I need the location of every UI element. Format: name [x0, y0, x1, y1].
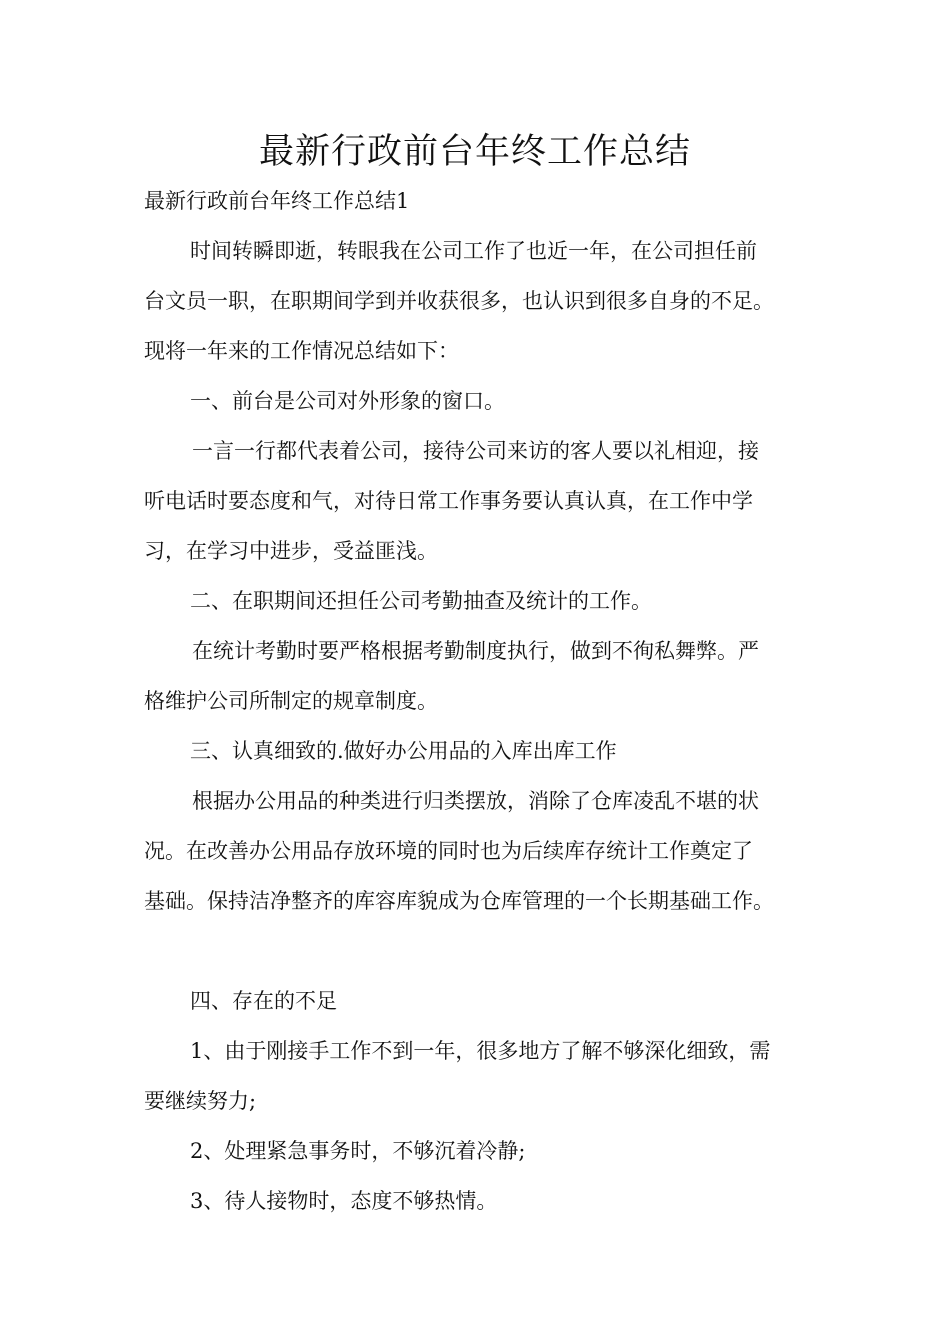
paragraph-line: 习，在学习中进步，受益匪浅。	[144, 539, 438, 563]
paragraph-line: 听电话时要态度和气，对待日常工作事务要认真认真，在工作中学	[144, 489, 753, 513]
paragraph-line: 根据办公用品的种类进行归类摆放，消除了仓库凌乱不堪的状	[192, 789, 759, 813]
paragraph-line: 台文员一职，在职期间学到并收获很多，也认识到很多自身的不足。	[144, 289, 774, 313]
paragraph-line: 2、处理紧急事务时，不够沉着冷静;	[190, 1139, 526, 1163]
section-heading: 最新行政前台年终工作总结1	[144, 189, 410, 213]
paragraph-line: 一言一行都代表着公司，接待公司来访的客人要以礼相迎，接	[192, 439, 759, 463]
paragraph-line: 要继续努力;	[144, 1089, 257, 1113]
paragraph-line: 在统计考勤时要严格根据考勤制度执行，做到不徇私舞弊。严	[192, 639, 759, 663]
paragraph-line: 基础。保持洁净整齐的库容库貌成为仓库管理的一个长期基础工作。	[144, 889, 774, 913]
paragraph-line: 三、认真细致的.做好办公用品的入库出库工作	[190, 739, 617, 763]
paragraph-line: 现将一年来的工作情况总结如下：	[144, 339, 459, 363]
paragraph-line: 时间转瞬即逝，转眼我在公司工作了也近一年，在公司担任前	[190, 239, 757, 263]
paragraph-line: 1、由于刚接手工作不到一年，很多地方了解不够深化细致，需	[190, 1039, 771, 1063]
document-title: 最新行政前台年终工作总结	[258, 132, 691, 172]
paragraph-line: 况。在改善办公用品存放环境的同时也为后续库存统计工作奠定了	[144, 839, 753, 863]
paragraph-line: 四、存在的不足	[190, 989, 337, 1013]
paragraph-line: 二、在职期间还担任公司考勤抽查及统计的工作。	[190, 589, 652, 613]
paragraph-line: 格维护公司所制定的规章制度。	[144, 689, 438, 713]
paragraph-line: 3、待人接物时，态度不够热情。	[190, 1189, 498, 1213]
paragraph-line: 一、前台是公司对外形象的窗口。	[190, 389, 505, 413]
